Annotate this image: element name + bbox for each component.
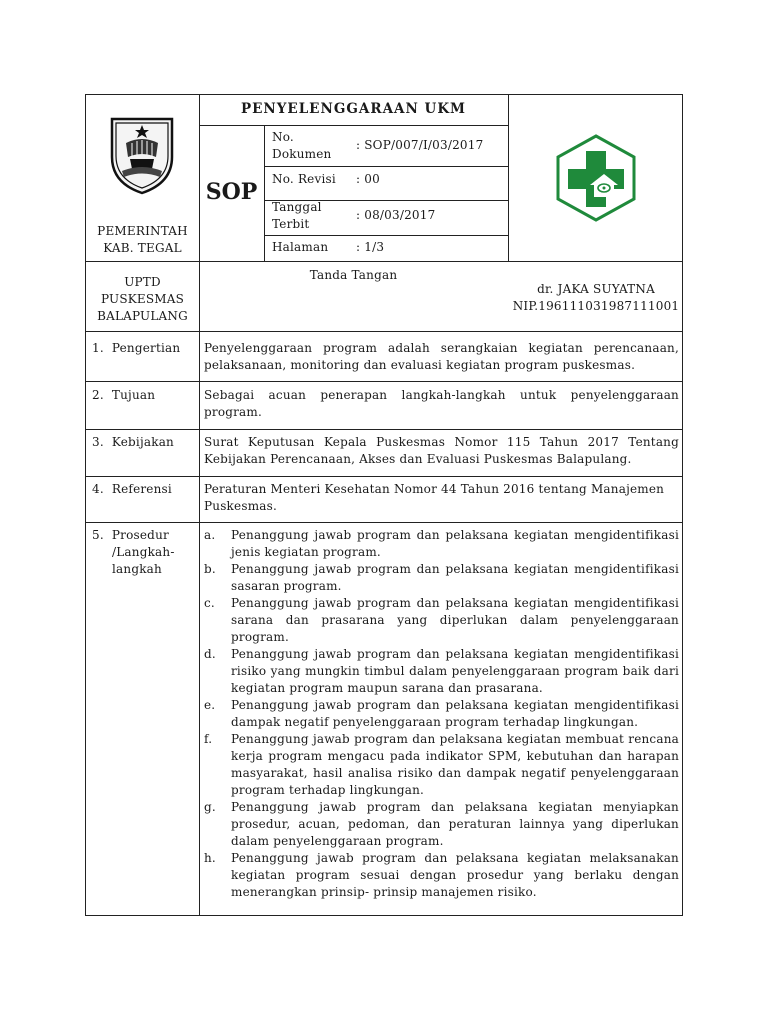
procedure-item bbox=[204, 697, 679, 731]
section-5-label bbox=[92, 527, 197, 578]
procedure-item-text: Penanggung jawab program dan pelaksana kegiatan menyiapkan prosedur, acuan, pedoman, dan peraturan lainnya yang diperlukan dalam penyelenggaraan program. bbox=[231, 800, 679, 848]
title-divider bbox=[199, 125, 508, 126]
section-3-text: Surat Keputusan Kepala Puskesmas Nomor 115 Tahun 2017 Tentang Kebijakan Perencanaan, Akses dan Evaluasi Puskesmas Balapulang. bbox=[204, 435, 679, 466]
meta-row-document-number bbox=[264, 129, 508, 165]
section-3-label bbox=[92, 434, 174, 451]
section-2-label bbox=[92, 387, 155, 404]
procedure-item-letter: c. bbox=[204, 596, 215, 610]
section-1-title: Pengertian bbox=[111, 341, 181, 355]
government-label bbox=[86, 223, 199, 257]
regency-coat-of-arms-icon bbox=[106, 113, 178, 195]
procedure-item-letter: e. bbox=[204, 698, 216, 712]
column-divider-left bbox=[199, 95, 200, 916]
procedure-item bbox=[204, 731, 679, 799]
meta-row-revision bbox=[264, 171, 508, 199]
signatory-block bbox=[508, 281, 684, 315]
meta-label-document-number-1: No. bbox=[272, 130, 294, 144]
section-4-label bbox=[92, 481, 172, 498]
signatory-name: dr. JAKA SUYATNA bbox=[537, 282, 655, 296]
section-3-number: 3. bbox=[92, 435, 104, 449]
procedure-item bbox=[204, 850, 679, 901]
unit-line-2: PUSKESMAS bbox=[100, 292, 185, 306]
row-divider-4 bbox=[86, 476, 683, 477]
procedure-item-text: Penanggung jawab program dan pelaksana kegiatan membuat rencana kerja program mengacu pada indikator SPM, kebutuhan dan harapan masyarakat, hasil analisa risiko dan dampak negatif penyelenggaraan program terhadap lingkungan. bbox=[231, 732, 679, 797]
row-divider-3 bbox=[86, 429, 683, 430]
government-line-1: PEMERINTAH bbox=[97, 224, 188, 238]
procedure-item bbox=[204, 561, 679, 595]
procedure-item-letter: f. bbox=[204, 732, 213, 746]
meta-row-issue-date bbox=[264, 199, 508, 235]
procedure-item bbox=[204, 595, 679, 646]
section-3-title: Kebijakan bbox=[111, 435, 174, 449]
section-4-title: Referensi bbox=[111, 482, 172, 496]
section-5-title-1: Prosedur bbox=[111, 528, 169, 542]
meta-label-document-number-2: Dokumen bbox=[272, 147, 332, 161]
signatory-nip: NIP.196111031987111001 bbox=[512, 299, 680, 313]
section-5-title-3: langkah bbox=[112, 562, 162, 576]
meta-label-revision: No. Revisi bbox=[272, 172, 336, 186]
procedure-item bbox=[204, 799, 679, 850]
government-line-2: KAB. TEGAL bbox=[103, 241, 182, 255]
document-title: PENYELENGGARAAN UKM bbox=[240, 101, 467, 117]
row-divider-5 bbox=[86, 522, 683, 523]
section-5-number: 5. bbox=[92, 528, 104, 542]
meta-value-revision: : 00 bbox=[356, 172, 380, 186]
procedure-item-letter: b. bbox=[204, 562, 216, 576]
section-4-number: 4. bbox=[92, 482, 104, 496]
procedure-item-letter: g. bbox=[204, 800, 216, 814]
procedure-item-text: Penanggung jawab program dan pelaksana kegiatan mengidentifikasi risiko yang mungkin timbul dalam penyelenggaraan program baik dari kegiatan program maupun sarana dan prasarana. bbox=[231, 647, 679, 695]
meta-divider-1 bbox=[264, 166, 508, 167]
procedure-item-text: Penanggung jawab program dan pelaksana kegiatan mengidentifikasi sasaran program. bbox=[231, 562, 679, 593]
unit-label bbox=[86, 274, 199, 325]
section-1-text: Penyelenggaraan program adalah serangkaian kegiatan perencanaan, pelaksanaan, monitoring dan evaluasi kegiatan program puskesmas. bbox=[204, 341, 679, 372]
procedure-item-text: Penanggung jawab program dan pelaksana kegiatan melaksanakan kegiatan program sesuai dengan prosedur yang berlaku dengan menerangkan prinsip- prinsip manajemen risiko. bbox=[231, 851, 679, 899]
puskesmas-green-cross-icon bbox=[554, 133, 638, 223]
unit-line-1: UPTD bbox=[124, 275, 161, 289]
meta-label-issue-date-2: Terbit bbox=[272, 217, 310, 231]
section-2-number: 2. bbox=[92, 388, 104, 402]
procedure-item bbox=[204, 646, 679, 697]
procedure-item bbox=[204, 527, 679, 561]
section-4-text: Peraturan Menteri Kesehatan Nomor 44 Tahun 2016 tentang Manajemen Puskesmas. bbox=[204, 482, 665, 513]
header-divider bbox=[86, 261, 683, 262]
section-5-title-2: /Langkah- bbox=[112, 545, 175, 559]
row-divider-2 bbox=[86, 381, 683, 382]
row-divider-1 bbox=[86, 331, 683, 332]
procedure-item-letter: d. bbox=[204, 647, 216, 661]
procedure-item-text: Penanggung jawab program dan pelaksana kegiatan mengidentifikasi sarana dan prasarana yang diperlukan dalam penyelenggaraan program. bbox=[231, 596, 679, 644]
sop-label: SOP bbox=[205, 179, 258, 205]
procedure-item-text: Penanggung jawab program dan pelaksana kegiatan mengidentifikasi jenis kegiatan program. bbox=[231, 528, 679, 559]
meta-value-document-number: : SOP/007/I/03/2017 bbox=[356, 138, 484, 152]
procedure-item-text: Penanggung jawab program dan pelaksana kegiatan mengidentifikasi dampak negatif penyelenggaraan program terhadap lingkungan. bbox=[231, 698, 679, 729]
column-divider-right bbox=[508, 95, 509, 261]
procedure-item-letter: h. bbox=[204, 851, 216, 865]
sop-document-frame bbox=[85, 94, 683, 916]
unit-line-3: BALAPULANG bbox=[97, 309, 188, 323]
meta-label-page: Halaman bbox=[272, 240, 329, 254]
section-1-number: 1. bbox=[92, 341, 104, 355]
meta-value-issue-date: : 08/03/2017 bbox=[356, 208, 436, 222]
procedure-list bbox=[204, 527, 679, 901]
procedure-item-letter: a. bbox=[204, 528, 216, 542]
section-2-title: Tujuan bbox=[111, 388, 156, 402]
section-2-text: Sebagai acuan penerapan langkah-langkah untuk penyelenggaraan program. bbox=[204, 388, 679, 419]
signature-label: Tanda Tangan bbox=[309, 268, 398, 282]
meta-label-issue-date-1: Tanggal bbox=[272, 200, 322, 214]
section-1-label bbox=[92, 340, 180, 357]
meta-row-page bbox=[264, 239, 508, 259]
meta-divider-3 bbox=[264, 235, 508, 236]
meta-value-page: : 1/3 bbox=[356, 240, 385, 254]
